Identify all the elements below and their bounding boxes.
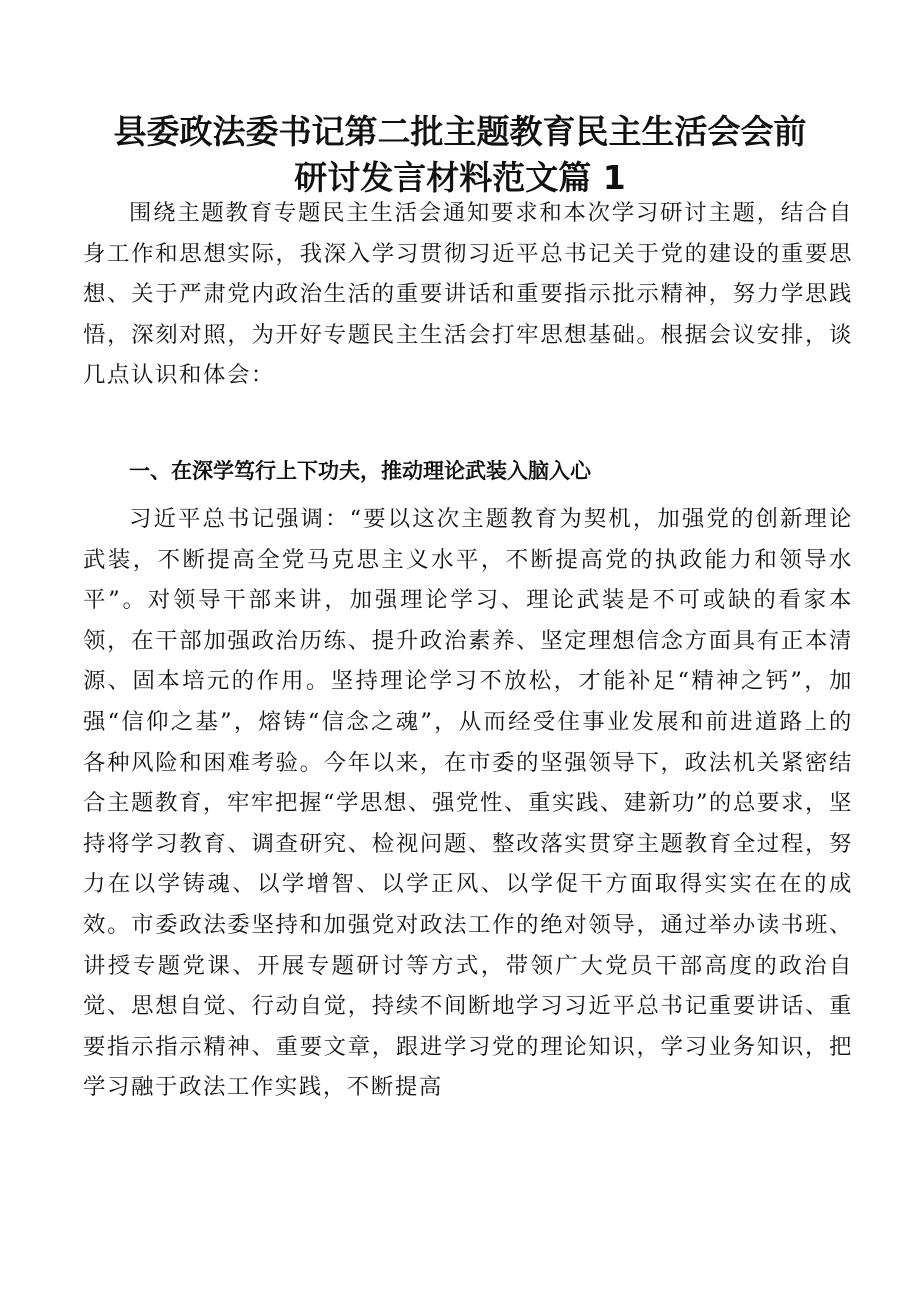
paragraph-intro: 围绕主题教育专题民主生活会通知要求和本次学习研讨主题，结合自身工作和思想实际，我深入学习贯彻习近平总书记关于党的建设的重要思想、关于严肃党内政治生活的重要讲话和重要指示批示精神，努力学思践悟，深刻对照，为开好专题民主生活会打牢思想基础。根据会议安排，谈几点认识和体会：	[83, 200, 853, 389]
paragraph-section-1-body: 习近平总书记强调：“要以这次主题教育为契机，加强党的创新理论武装，不断提高全党马克思主义水平，不断提高党的执政能力和领导水平”。对领导干部来讲，加强理论学习、理论武装是不可或缺的看家本领，在干部加强政治历练、提升政治素养、坚定理想信念方面具有正本清源、固本培元的作用。坚持理论学习不放松，才能补足“精神之钙”，加强“信仰之基”，熔铸“信念之魂”，从而经受住事业发展和前进道路上的各种风险和困难考验。今年以来，在市委的坚强领导下，政法机关紧密结合主题教育，牢牢把握“学思想、强党性、重实践、建新功”的总要求，坚持将学习教育、调查研究、检视问题、整改落实贯穿主题教育全过程，努力在以学铸魂、以学增智、以学正风、以学促干方面取得实实在在的成效。市委政法委坚持和加强党对政法工作的绝对领导，通过举办读书班、讲授专题党课、开展专题研讨等方式，带领广大党员干部高度的政治自觉、思想自觉、行动自觉，持续不间断地学习习近平总书记重要讲话、重要指示指示精神、重要文章，跟进学习党的理论知识，学习业务知识，把学习融于政法工作实践，不断提高	[83, 506, 853, 1101]
document-title-line-1: 县委政法委书记第二批主题教育民主生活会会前	[113, 112, 807, 151]
section-1-heading: 一、在深学笃行上下功夫，推动理论武装入脑入心	[129, 459, 591, 483]
document-title-line-2: 研讨发言材料范文篇 1	[294, 158, 626, 197]
